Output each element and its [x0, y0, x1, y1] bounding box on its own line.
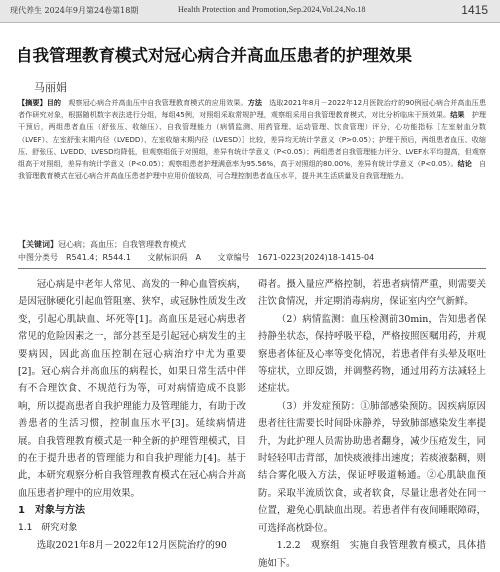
page-number: 1415 [461, 3, 488, 17]
journal-info: 现代养生 2024年9月第24卷第18期 [10, 6, 139, 15]
journal-header-bar [0, 0, 500, 23]
diet-paragraph-cont: 碍者。摄入量应严格控制，若患者病情严重，则需要关注饮食情况，并定期消毒病房，保证室内空气新鲜。 [258, 279, 486, 308]
conclusion-label: 结论 [457, 159, 472, 169]
document-code: 文献标识码 A [147, 253, 201, 262]
journal-info-en: Health Protection and Promotion,Sep.2024,Vol.24,No.18 [178, 5, 366, 14]
complication-paragraph: （3）并发症预防：①肺部感染预防。因疾病原因患者往往需要长时间卧床静养，导致肺部感染发生率提升，为此护理人员需协助患者翻身，减少压疮发生，同时轻轻叩击背部，加快痰液排出速度；若痰液黏稠，则结合雾化吸入方法，保证呼吸道畅通。②心肌缺血预防。采取半流质饮食，或者软食，尽量让患者处在同一位置，避免心肌缺血出现。若患者伴有夜间睡眠障碍，可选择高枕卧位。 [258, 400, 486, 534]
objective-label: 目的 [46, 98, 62, 107]
objective-text: 观察冠心病合并高血压中自我管理教育模式的应用效果。 [68, 98, 248, 107]
separator-line [18, 268, 486, 269]
observation-group-paragraph: 1.2.2 观察组 实施自我管理教育模式，具体措施如下。 [258, 540, 486, 569]
article-title: 自我管理教育模式对冠心病合并高血压患者的护理效果 [16, 46, 412, 65]
section-heading: 1 对象与方法 [18, 505, 85, 517]
abstract [18, 97, 486, 182]
subjects-paragraph: 选取2021年8月－2022年12月医院治疗的90 [36, 540, 227, 552]
method-text: 选取2021年8月－2022年12月医院治疗的90例冠心病合并高血压患者作研究对象，根据随机数字表法进行分组，每组45例，对照组采取常规护理，观察组采用自我管理教育模式，对比分析临床干预效果。 [18, 98, 487, 120]
conclusion-text: 自我管理教育模式在冠心病合并高血压患者护理中应用价值较高，可合理控制患者血压水平，提升其生活质量及自我管理能力。 [18, 159, 487, 181]
intro-paragraph: 冠心病是中老年人常见、高发的一种心血管疾病，是因冠脉硬化引起血管阻塞、狭窄，或冠脉性质发生改变，引起心肌缺血、坏死等[1]。高血压是冠心病患者常见的危险因素之一，部分甚至是引起冠心病发生的主要病因，因此高血压控制在冠心病治疗中尤为重要[2]。冠心病合并高血压的病程长，如果日常生活中伴有不合理饮食、不规范行为等，可对病情造成不良影响，所以提高患者自我护理能力及管理能力，有助于改善患者的生活习惯，控制血压水平[3]。延续病情进展。自我管理教育模式是一种全新的护理管理模式，目的在于提升患者的管理能力和自我护理能力[4]。基于此，本研究观察分析自我管理教育模式在冠心病合并高血压患者护理中的应用效果。 [18, 279, 246, 499]
subsection-heading: 1.1 研究对象 [18, 522, 78, 533]
result-label: 结果 [450, 110, 465, 120]
method-label: 方法 [247, 98, 263, 107]
abstract-label: 【摘要】 [18, 98, 47, 107]
monitoring-paragraph: （2）病情监测：血压检测前30min，告知患者保持静坐状态，保持呼吸平稳，严格按照医嘱用药，并观察患者体征及心率等变化情况，若患者伴有头晕及呕吐等症状，立即反馈，并调整药物，通过用药方法减轻上述症状。 [258, 313, 486, 395]
keywords-label: 【关键词】 [18, 240, 58, 249]
result-text: 护理干预后，两组患者血压（舒张压、收缩压）、自我管理能力（病情监测、用药管理、运动管理、饮食管理）评分，心功能指标［左室射血分数（LVEF）、左室舒张末期内径（LVEDD）、左室收缩末期内径（LVESD）］比较，差异均无统计学意义（P>0.05）；护理干预后，两组患者血压、收缩压、舒张压、LVEDD、LVESD均降低，但观察组低于对照组，差异有统计学意义（P<0.05）；两组患者自我管理能力评分、LVEF水平均提高，但观察组高于对照组，差异有统计学意义（P<0.05）；观察组患者护理满意率为95.56%，高于对照组的80.00%，差异有统计学意义（P<0.05）。 [18, 110, 487, 169]
clc-number: 中图分类号 R541.4；R544.1 [18, 253, 131, 262]
classification-line [18, 252, 388, 263]
keywords [18, 239, 186, 250]
keywords-text: 冠心病；高血压；自我管理教育模式 [58, 240, 186, 249]
body-right-column [258, 276, 486, 572]
author-name: 马丽娟 [34, 81, 67, 94]
article-number: 文章编号 1671-0223(2024)18-1415-04 [217, 253, 375, 262]
body-left-column [18, 276, 246, 555]
